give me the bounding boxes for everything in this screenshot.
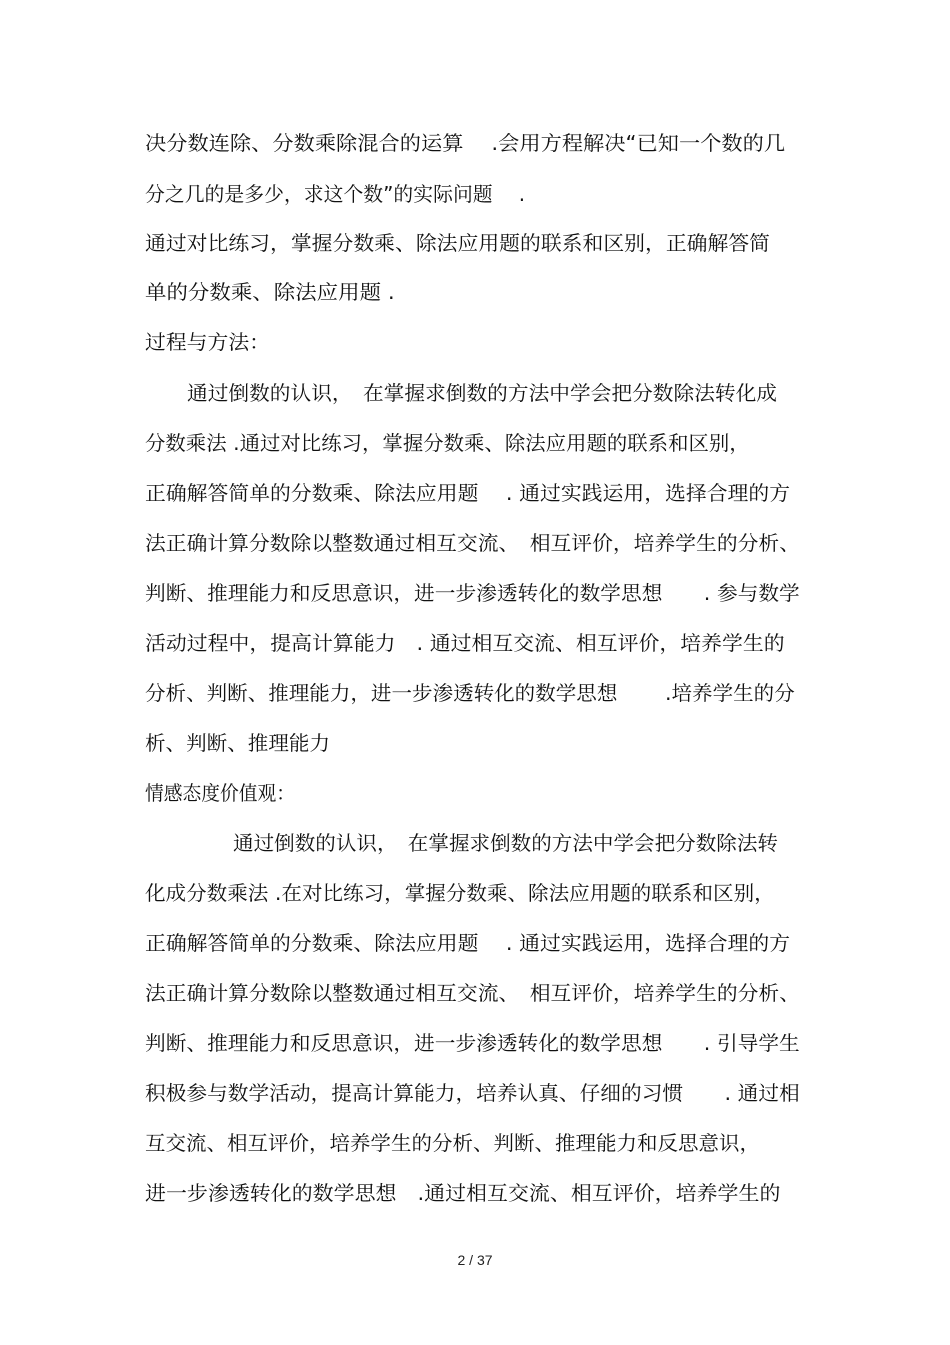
text-line: 活动过程中，提高计算能力 . 通过相互交流、相互评价，培养学生的 (145, 631, 785, 655)
text-line: 通过倒数的认识， 在掌握求倒数的方法中学会把分数除法转化成 (187, 381, 778, 405)
text-line: 通过对比练习，掌握分数乘、除法应用题的联系和区别，正确解答简 (145, 231, 771, 255)
text-line: 法正确计算分数除以整数通过相互交流、 相互评价，培养学生的分析、 (145, 981, 801, 1005)
text-line: 正确解答简单的分数乘、除法应用题 . 通过实践运用，选择合理的方 (145, 481, 791, 505)
text-line: 情感态度价值观： (145, 781, 295, 805)
page-number: 2 / 37 (457, 1252, 493, 1268)
text-line: 判断、推理能力和反思意识，进一步渗透转化的数学思想 . 参与数学 (145, 581, 800, 605)
text-line: 积极参与数学活动，提高计算能力，培养认真、仔细的习惯 . 通过相 (145, 1081, 800, 1105)
text-line: 互交流、相互评价，培养学生的分析、判断、推理能力和反思意识， (145, 1131, 760, 1155)
text-line: 进一步渗透转化的数学思想 .通过相互交流、相互评价，培养学生的 (145, 1181, 781, 1205)
text-line: 判断、推理能力和反思意识，进一步渗透转化的数学思想 . 引导学生 (145, 1031, 800, 1055)
text-line: 分之几的是多少，求这个数”的实际问题 . (145, 182, 526, 206)
text-line: 分数乘法 .通过对比练习，掌握分数乘、除法应用题的联系和区别， (145, 431, 750, 455)
text-line: 法正确计算分数除以整数通过相互交流、 相互评价，培养学生的分析、 (145, 531, 801, 555)
text-line: 正确解答简单的分数乘、除法应用题 . 通过实践运用，选择合理的方 (145, 931, 791, 955)
text-line: 过程与方法： (145, 330, 271, 354)
text-line: 分析、判断、推理能力，进一步渗透转化的数学思想 .培养学生的分 (145, 681, 795, 705)
text-line: 通过倒数的认识， 在掌握求倒数的方法中学会把分数除法转 (233, 831, 778, 855)
text-line: 单的分数乘、除法应用题 . (145, 280, 395, 304)
text-line: 决分数连除、分数乘除混合的运算 .会用方程解决“已知一个数的几 (145, 131, 786, 155)
text-line: 析、判断、推理能力 (145, 731, 331, 755)
text-line: 化成分数乘法 .在对比练习，掌握分数乘、除法应用题的联系和区别， (145, 881, 775, 905)
